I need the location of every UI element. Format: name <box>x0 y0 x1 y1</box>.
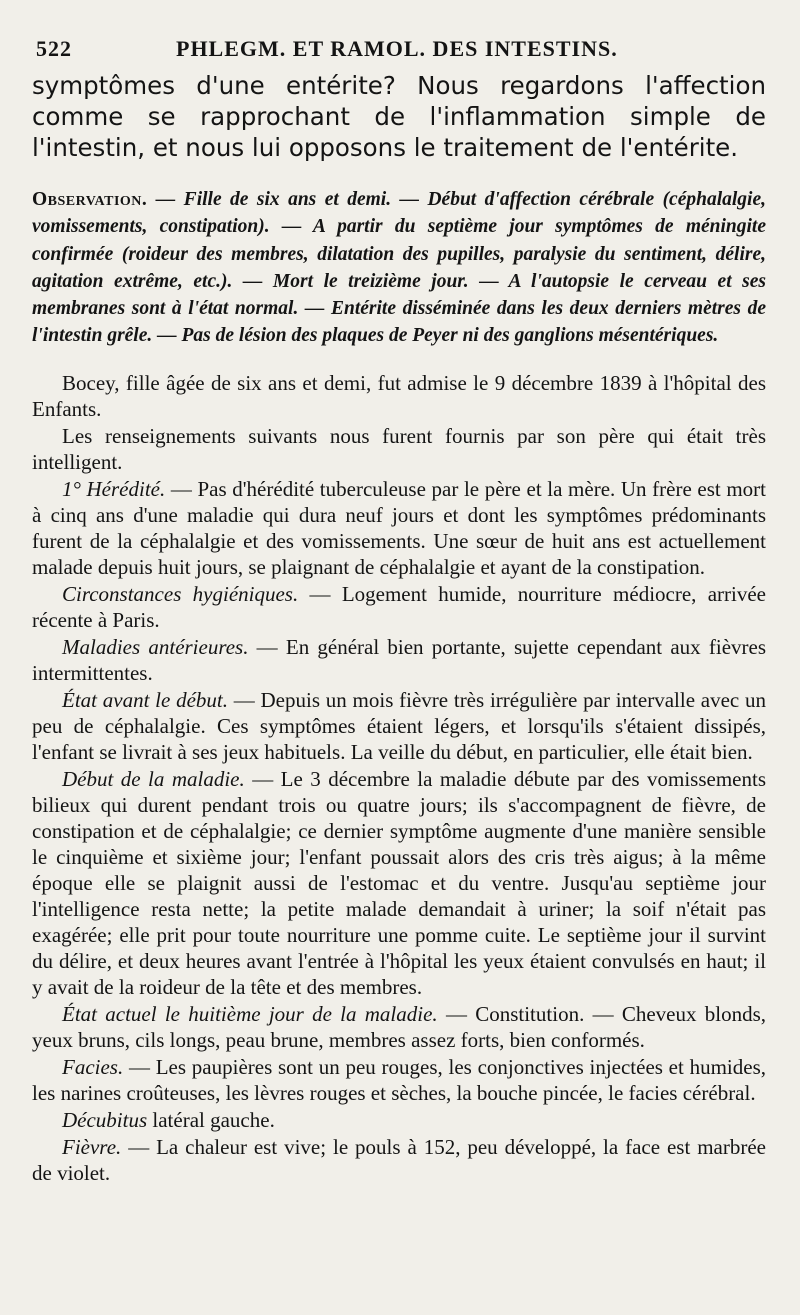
subheading-debut: Début de la maladie. <box>62 767 245 791</box>
paragraph-maladies-anterieures: Maladies antérieures. — En général bien portante, sujette cependant aux fièvres intermittentes. <box>32 635 767 685</box>
observation-summary <box>32 186 766 350</box>
paragraph-decubitus: Décubitus latéral gauche. <box>62 1108 275 1132</box>
observation-text: — Fille de six ans et demi. — Début d'affection cérébrale (céphalalgie, vomissements, constipation). — A partir du septième jour symptômes de méningite confirmée (roideur des membres, dilatation des pupilles, paralysie du sentiment, délire, agitation extrême, etc.). — Mort le treizième jour. — A l'autopsie le cerveau et ses membranes sont à l'état normal. — Entérite disséminée dans les deux derniers mètres de l'intestin grêle. — Pas de lésion des plaques de Peyer ni des ganglions mésentériques. <box>32 189 766 347</box>
paragraph-debut: Début de la maladie. — Le 3 décembre la maladie débute par des vomissements bilieux qui durent pendant trois ou quatre jours; ils s'accompagnent de fièvre, de constipation et de céphalalgie; ce dernier symptôme augmente d'une manière sensible le cinquième et sixième jour; l'enfant poussait alors des cris très aigus; à la même époque elle se plaignit aussi de l'estomac et du ventre. Jusqu'au septième jour l'intelligence resta nette; la petite malade demandait à uriner; la soif n'était pas exagérée; elle prit pour toute nourriture une pomme cuite. Le septième jour il survint du délire, et deux heures avant l'entrée à l'hôpital les yeux étaient convulsés en haut; il y avait de la roideur de la tête et des membres. <box>32 767 766 999</box>
subheading-maladies: Maladies antérieures. <box>62 635 249 659</box>
case-body <box>32 370 766 1187</box>
running-title: PHLEGM. ET RAMOL. DES INTESTINS. <box>176 36 618 61</box>
page-header <box>36 36 764 70</box>
paragraph-renseignements: Les renseignements suivants nous furent fournis par son père qui était très intelligent. <box>32 424 766 474</box>
observation-paragraph <box>32 186 766 350</box>
paragraph-facies: Facies. — Les paupières sont un peu rouges, les conjonctives injectées et humides, les narines croûteuses, les lèvres rouges et sèches, la bouche pincée, le facies cérébral. <box>32 1055 766 1105</box>
intro-paragraph: symptômes d'une entérite? Nous regardons l'affection comme se rapprochant de l'inflammation simple de l'intestin, et nous lui opposons le traitement de l'entérite. <box>32 71 766 162</box>
observation-label: Observation. <box>32 189 148 210</box>
paragraph-etat-actuel: État actuel le huitième jour de la maladie. — Constitution. — Cheveux blonds, yeux bruns, cils longs, peau brune, membres assez forts, bien conformés. <box>32 1002 767 1052</box>
subheading-hygiene: Circonstances hygiéniques. <box>62 582 299 606</box>
paragraph-hygiene: Circonstances hygiéniques. — Logement humide, nourriture médiocre, arrivée récente à Paris. <box>32 582 766 632</box>
subheading-facies: Facies. <box>62 1055 124 1079</box>
subheading-fievre: Fièvre. <box>62 1135 122 1159</box>
page-number: 522 <box>36 36 72 61</box>
intro-block <box>32 70 766 163</box>
subheading-decubitus: Décubitus <box>62 1108 148 1132</box>
subheading-heredite: 1° Hérédité. <box>62 477 166 501</box>
subheading-etat-avant: État avant le début. <box>62 688 228 712</box>
paragraph-heredite: 1° Hérédité. — Pas d'hérédité tuberculeuse par le père et la mère. Un frère est mort à cinq ans d'une maladie qui dura neuf jours et dont les symptômes prédominants furent de la céphalalgie et des vomissements. Une sœur de huit ans est actuellement malade depuis huit jours, se plaignant de céphalalgie et ayant de la constipation. <box>32 477 767 579</box>
paragraph-etat-avant: État avant le début. — Depuis un mois fièvre très irrégulière par intervalle avec un peu de céphalalgie. Ces symptômes étaient légers, et lorsqu'ils s'étaient dissipés, l'enfant se livrait à ses jeux habituels. La veille du début, en particulier, elle était bien. <box>32 688 766 764</box>
paragraph-admission: Bocey, fille âgée de six ans et demi, fut admise le 9 décembre 1839 à l'hôpital des Enfants. <box>32 371 766 421</box>
subheading-etat-actuel: État actuel le huitième jour de la maladie. <box>62 1002 438 1026</box>
paragraph-fievre: Fièvre. — La chaleur est vive; le pouls à 152, peu développé, la face est marbrée de violet. <box>32 1135 766 1185</box>
